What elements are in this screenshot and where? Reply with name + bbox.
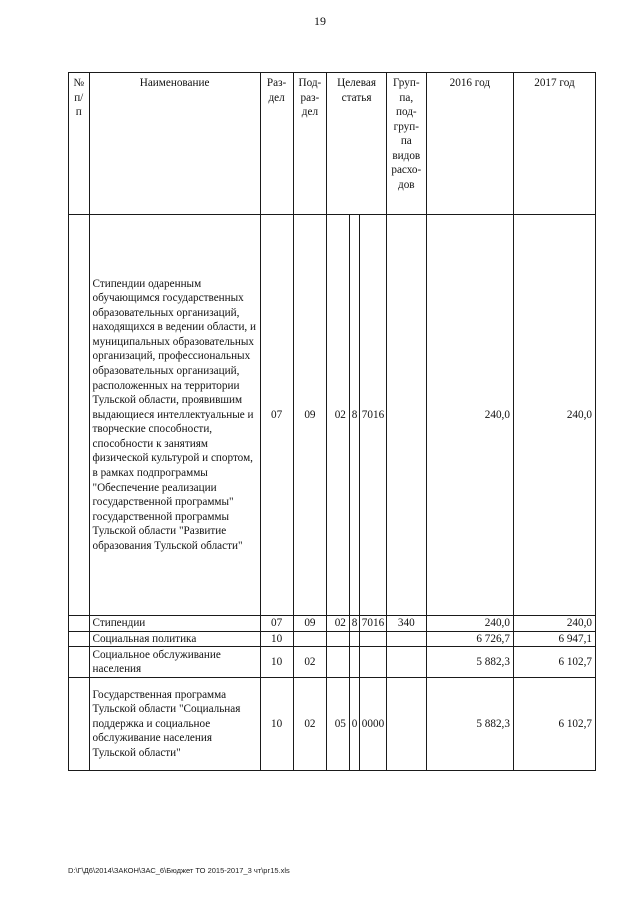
row-expense-group xyxy=(386,678,426,771)
row-podrazdel: 02 xyxy=(293,647,327,678)
row-target-part2: 8 xyxy=(349,616,359,632)
row-target-part2: 8 xyxy=(349,215,359,616)
row-2016: 6 726,7 xyxy=(426,631,513,647)
row-expense-group xyxy=(386,215,426,616)
header-razdel: Раз- дел xyxy=(260,73,293,215)
row-target-part1: 05 xyxy=(327,678,350,771)
row-razdel: 10 xyxy=(260,647,293,678)
row-podrazdel xyxy=(293,631,327,647)
row-num xyxy=(69,678,90,771)
header-2016: 2016 год xyxy=(426,73,513,215)
row-name: Стипендии одаренным обучающимся государственных образовательных организаций, находящихся в ведении области, и муниципальных образовательных организаций, профессиональных образовательных организаций, расположенных на территории Тульской области, проявившим выдающиеся интеллектуальные и творческие способности, способности к занятиям физической культурой и спортом, в рамках подпрограммы "Обеспечение реализации государственной программы" государственной программы Тульской области "Развитие образования Тульской области" xyxy=(89,215,260,616)
header-num: № п/п xyxy=(69,73,90,215)
row-name: Государственная программа Тульской области "Социальная поддержка и социальное обслуживание населения Тульской области" xyxy=(89,678,260,771)
header-2017: 2017 год xyxy=(513,73,595,215)
row-razdel: 10 xyxy=(260,631,293,647)
row-num xyxy=(69,215,90,616)
row-num xyxy=(69,647,90,678)
budget-table xyxy=(68,72,596,771)
page-number: 19 xyxy=(314,14,326,28)
row-num xyxy=(69,616,90,632)
table-row xyxy=(69,215,596,616)
header-name: Наименование xyxy=(89,73,260,215)
row-podrazdel: 02 xyxy=(293,678,327,771)
row-razdel: 10 xyxy=(260,678,293,771)
table-row xyxy=(69,616,596,632)
row-target-part2 xyxy=(349,631,359,647)
row-2017: 240,0 xyxy=(513,215,595,616)
row-target-part2 xyxy=(349,647,359,678)
row-expense-group xyxy=(386,647,426,678)
row-target-part3 xyxy=(360,647,387,678)
header-row xyxy=(69,73,596,215)
row-target-part2: 0 xyxy=(349,678,359,771)
row-expense-group xyxy=(386,631,426,647)
row-2016: 240,0 xyxy=(426,616,513,632)
row-2016: 240,0 xyxy=(426,215,513,616)
row-target-part1 xyxy=(327,647,350,678)
row-expense-group: 340 xyxy=(386,616,426,632)
row-target-part1: 02 xyxy=(327,616,350,632)
row-podrazdel: 09 xyxy=(293,215,327,616)
table-row xyxy=(69,631,596,647)
row-name: Стипендии xyxy=(89,616,260,632)
row-name: Социальное обслуживание населения xyxy=(89,647,260,678)
row-target-part1: 02 xyxy=(327,215,350,616)
table-row xyxy=(69,647,596,678)
row-2016: 5 882,3 xyxy=(426,678,513,771)
row-target-part3 xyxy=(360,631,387,647)
row-target-part3: 7016 xyxy=(360,215,387,616)
file-path-footer: D:\Г\Д6\2014\ЗАКОН\ЗАС_6\Бюджет ТО 2015-2017_3 чт\рг15.xls xyxy=(68,866,290,875)
row-2017: 6 947,1 xyxy=(513,631,595,647)
row-podrazdel: 09 xyxy=(293,616,327,632)
row-name: Социальная политика xyxy=(89,631,260,647)
row-target-part3: 0000 xyxy=(360,678,387,771)
header-expense-group: Груп- па, под- груп- па видов расхо- дов xyxy=(386,73,426,215)
row-razdel: 07 xyxy=(260,616,293,632)
row-razdel: 07 xyxy=(260,215,293,616)
header-podrazdel: Под- раз- дел xyxy=(293,73,327,215)
row-num xyxy=(69,631,90,647)
row-2017: 240,0 xyxy=(513,616,595,632)
row-target-part1 xyxy=(327,631,350,647)
table-row xyxy=(69,678,596,771)
row-2017: 6 102,7 xyxy=(513,678,595,771)
row-target-part3: 7016 xyxy=(360,616,387,632)
header-target-article: Целевая статья xyxy=(327,73,386,215)
row-2017: 6 102,7 xyxy=(513,647,595,678)
row-2016: 5 882,3 xyxy=(426,647,513,678)
